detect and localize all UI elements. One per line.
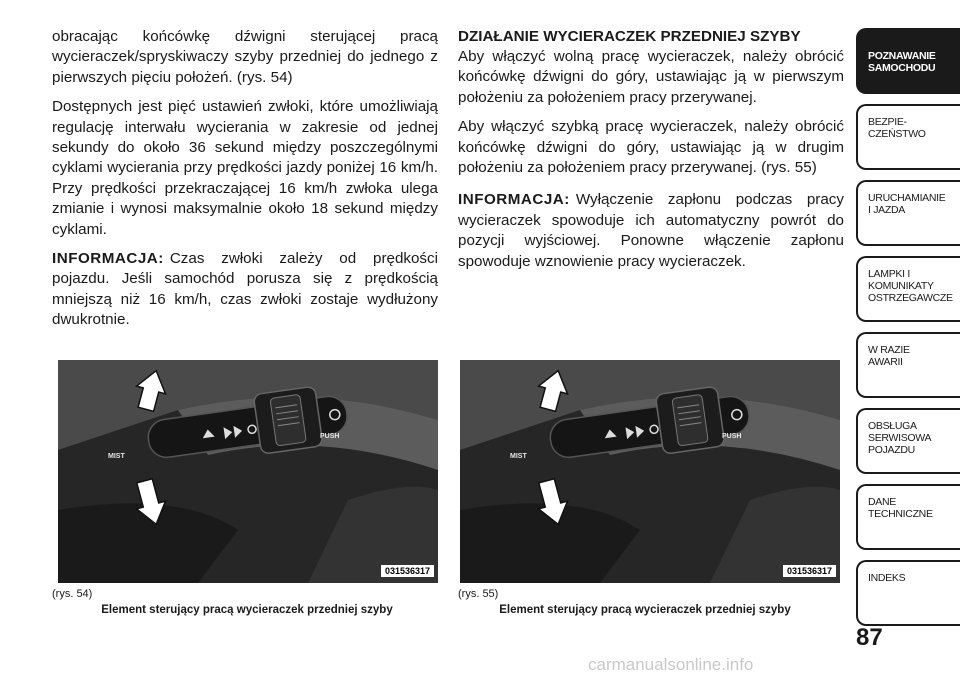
page-number: 87: [856, 624, 883, 651]
mist-label: MIST: [108, 453, 125, 460]
tab-label: INDEKS: [868, 572, 906, 584]
left-note: [52, 249, 438, 331]
figure-55-caption: Element sterujący pracą wycieraczek przedniej szyby: [499, 604, 791, 616]
note-text: Czas zwłoki zależy od prędkości pojazdu. Jeśli samochód porusza się z prędkością mniejszą niż 16 km/h, czas zwłoki zostaje wydłużony dwukrotnie.: [52, 250, 438, 329]
tab-lampki-i-komunikaty[interactable]: [856, 256, 960, 322]
figure-55-number: (rys. 55): [458, 588, 499, 600]
push-label: PUSH: [320, 433, 340, 440]
figure-code: 031536317: [381, 565, 434, 577]
section-heading: DZIAŁANIE WYCIERACZEK PRZEDNIEJ SZYBY: [458, 28, 801, 45]
figure-54-caption: Element sterujący pracą wycieraczek przedniej szyby: [101, 604, 393, 616]
right-column: [458, 27, 844, 281]
tab-w-razie-awarii[interactable]: [856, 332, 960, 398]
tab-indeks[interactable]: [856, 560, 960, 626]
tab-label: LAMPKI I KOMUNIKATY OSTRZEGAWCZE: [868, 268, 953, 304]
right-paragraph-2: Aby włączyć szybką pracę wycieraczek, należy obrócić końcówkę dźwigni do góry, ustawiając ją w drugim położeniu za położeniem pracy przerywanej. (rys. 55): [458, 118, 844, 177]
tab-label: OBSŁUGA SERWISOWA POJAZDU: [868, 420, 932, 456]
push-label: PUSH: [722, 433, 742, 440]
wiper-stalk-photo: [460, 360, 840, 583]
tab-label: POZNAWANIE SAMOCHODU: [868, 50, 936, 74]
tab-uruchamianie-i-jazda[interactable]: [856, 180, 960, 246]
figure-54: [58, 360, 438, 583]
tab-poznawanie-samochodu[interactable]: [856, 28, 960, 94]
figure-54-number: (rys. 54): [52, 588, 93, 600]
note-label: INFORMACJA:: [458, 191, 570, 209]
figure-55: [460, 360, 840, 583]
wiper-stalk-photo: [58, 360, 438, 583]
tab-label: BEZPIE- CZEŃSTWO: [868, 116, 926, 140]
chapter-tabs: [856, 28, 960, 636]
left-paragraph-1: obracając końcówkę dźwigni sterującej pracą wycieraczek/spryskiwaczy szyby przedniej do jednego z pierwszych pięciu położeń. (rys. 54): [52, 28, 438, 86]
note-label: INFORMACJA:: [52, 250, 164, 268]
mist-label: MIST: [510, 453, 527, 460]
watermark: carmanualsonline.info: [588, 655, 754, 674]
tab-label: URUCHAMIANIE I JAZDA: [868, 192, 946, 216]
left-column: [52, 27, 438, 340]
left-paragraph-2: Dostępnych jest pięć ustawień zwłoki, które umożliwiają regulację interwału wycierania w zakresie od jednej sekundy do około 36 sekund między poszczególnymi cyklami wycierania przy prędkości jazdy poniżej 16 km/h. Przy prędkości przekraczającej 16 km/h zwłoka ulega zmianie i wynosi maksymalnie około 18 sekund między cyklami.: [52, 98, 438, 238]
right-note: [458, 190, 844, 272]
note-text: Wyłączenie zapłonu podczas pracy wycieraczek spowoduje ich automatyczny powrót do pozycji wyjściowej. Ponowne włączenie zapłonu spowoduje wznowienie pracy wycieraczek.: [458, 191, 844, 270]
tab-label: DANE TECHNICZNE: [868, 496, 933, 520]
tab-dane-techniczne[interactable]: [856, 484, 960, 550]
tab-bezpieczenstwo[interactable]: [856, 104, 960, 170]
tab-label: W RAZIE AWARII: [868, 344, 910, 368]
right-paragraph-1: Aby włączyć wolną pracę wycieraczek, należy obrócić końcówkę dźwigni do góry, ustawiając ją w pierwszym położeniu za położeniem pracy przerywanej.: [458, 48, 844, 106]
figure-code: 031536317: [783, 565, 836, 577]
tab-obsluga-serwisowa[interactable]: [856, 408, 960, 474]
